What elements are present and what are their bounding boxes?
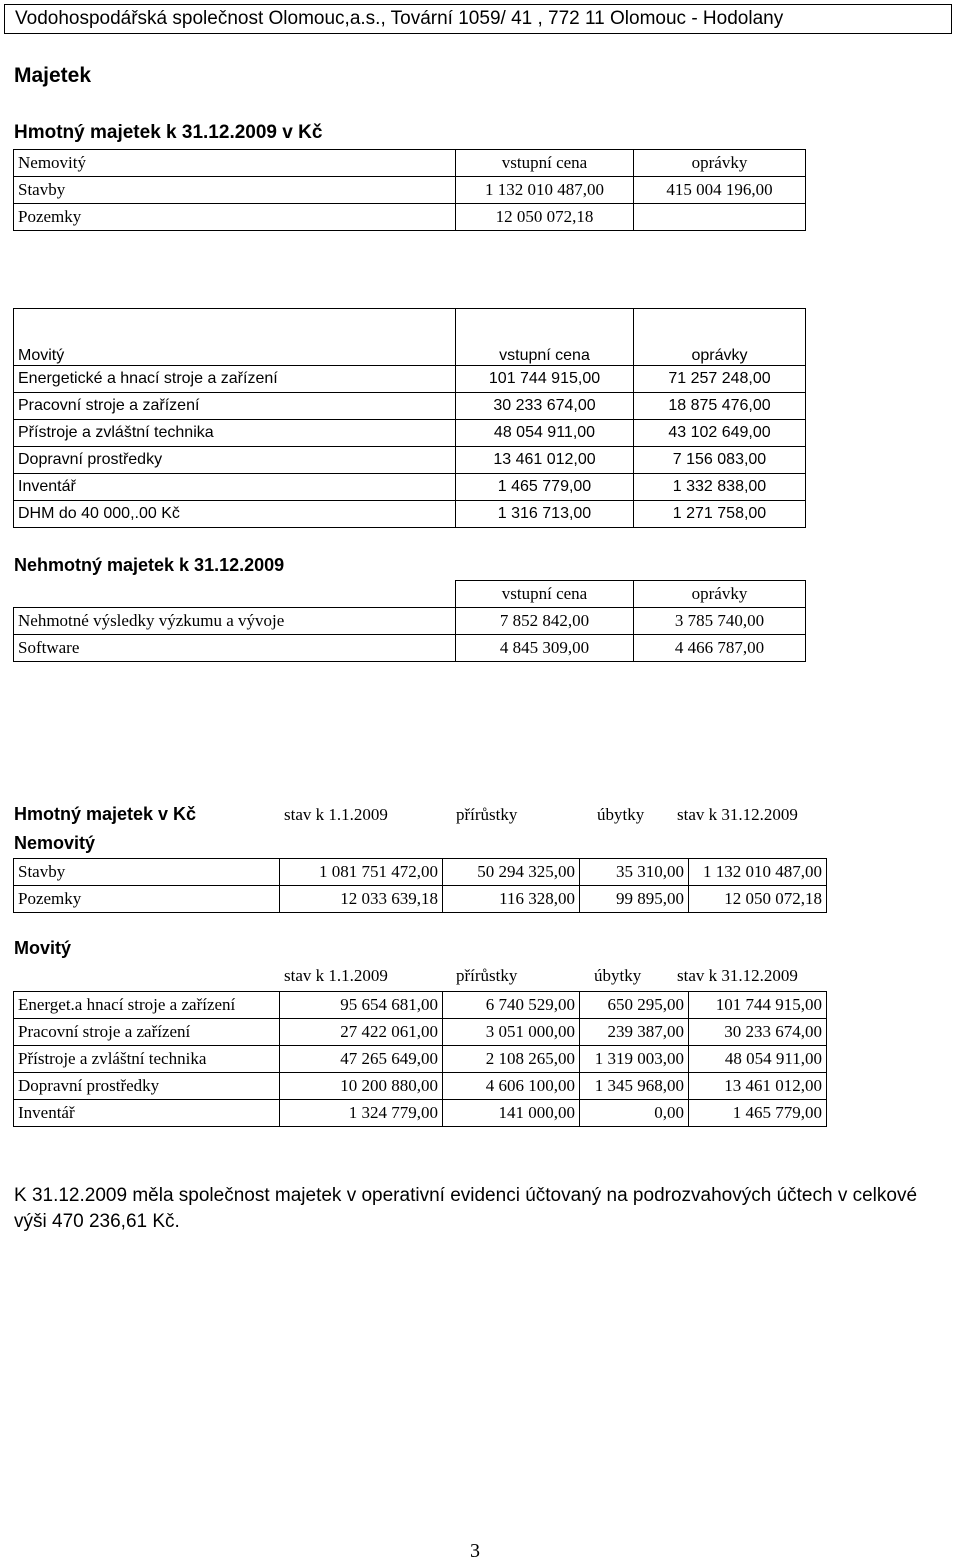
table-cell: 48 054 911,00 xyxy=(689,1046,827,1073)
table-row xyxy=(14,608,806,635)
table-cell: 47 265 649,00 xyxy=(280,1046,443,1073)
off-balance-note: K 31.12.2009 měla společnost majetek v operativní evidenci účtovaný na podrozvahových účtech v celkové výši 470 236,61 Kč. xyxy=(14,1185,918,1232)
table-cell: DHM do 40 000,.00 Kč xyxy=(14,501,456,528)
movable-table xyxy=(13,308,806,528)
table-cell: 35 310,00 xyxy=(580,859,689,886)
intangible-assets-title: Nehmotný majetek k 31.12.2009 xyxy=(14,555,285,575)
table-cell: vstupní cena xyxy=(456,309,634,366)
table-header-row xyxy=(14,150,806,177)
tangible-assets-title: Hmotný majetek k 31.12.2009 v Kč xyxy=(14,122,323,143)
table-cell: 10 200 880,00 xyxy=(280,1073,443,1100)
table-row xyxy=(14,1073,827,1100)
column-label: stav k 1.1.2009 xyxy=(284,805,388,824)
table-cell: Stavby xyxy=(14,177,456,204)
table-cell: 50 294 325,00 xyxy=(443,859,580,886)
table-cell: 4 845 309,00 xyxy=(456,635,634,662)
table-cell: 4 606 100,00 xyxy=(443,1073,580,1100)
table-row xyxy=(14,886,827,913)
table-row xyxy=(14,859,827,886)
intangible-table xyxy=(13,580,806,662)
table-cell: 1 316 713,00 xyxy=(456,501,634,528)
table-cell: 18 875 476,00 xyxy=(634,393,806,420)
table-cell: 95 654 681,00 xyxy=(280,992,443,1019)
table-cell: 1 465 779,00 xyxy=(456,474,634,501)
table-cell: 650 295,00 xyxy=(580,992,689,1019)
table-cell: 1 081 751 472,00 xyxy=(280,859,443,886)
table-cell: 1 271 758,00 xyxy=(634,501,806,528)
page-number: 3 xyxy=(470,1540,480,1562)
table-cell: vstupní cena xyxy=(456,150,634,177)
table-cell: 12 050 072,18 xyxy=(689,886,827,913)
table-row xyxy=(14,635,806,662)
table-cell: 7 852 842,00 xyxy=(456,608,634,635)
column-label: stav k 31.12.2009 xyxy=(677,966,798,985)
table-cell: Nemovitý xyxy=(14,150,456,177)
table-cell: 30 233 674,00 xyxy=(689,1019,827,1046)
immovable-table xyxy=(13,149,806,231)
table-cell: 30 233 674,00 xyxy=(456,393,634,420)
table-cell: 1 324 779,00 xyxy=(280,1100,443,1127)
table-cell: Přístroje a zvláštní technika xyxy=(14,1046,280,1073)
table-cell: 1 465 779,00 xyxy=(689,1100,827,1127)
table-row xyxy=(14,177,806,204)
movable-label: Movitý xyxy=(14,938,72,958)
table-header-row xyxy=(14,581,806,608)
table-cell: 1 345 968,00 xyxy=(580,1073,689,1100)
table-row xyxy=(14,474,806,501)
table-cell: Energetické a hnací stroje a zařízení xyxy=(14,366,456,393)
table-cell: 43 102 649,00 xyxy=(634,420,806,447)
table-cell xyxy=(14,581,456,608)
table-cell: 239 387,00 xyxy=(580,1019,689,1046)
table-cell: oprávky xyxy=(634,150,806,177)
movement-immovable-table xyxy=(13,858,827,913)
table-cell: 1 332 838,00 xyxy=(634,474,806,501)
table-cell: 13 461 012,00 xyxy=(456,447,634,474)
table-cell: Inventář xyxy=(14,1100,280,1127)
table-cell: 415 004 196,00 xyxy=(634,177,806,204)
table-cell: 7 156 083,00 xyxy=(634,447,806,474)
table-cell: 116 328,00 xyxy=(443,886,580,913)
table-cell: Pracovní stroje a zařízení xyxy=(14,393,456,420)
table-cell: Pozemky xyxy=(14,204,456,231)
table-cell: 6 740 529,00 xyxy=(443,992,580,1019)
table-row xyxy=(14,447,806,474)
movement-title: Hmotný majetek v Kč xyxy=(14,804,197,824)
table-row xyxy=(14,393,806,420)
column-label: stav k 31.12.2009 xyxy=(677,805,798,824)
table-cell: 13 461 012,00 xyxy=(689,1073,827,1100)
table-cell: 71 257 248,00 xyxy=(634,366,806,393)
table-cell: 12 033 639,18 xyxy=(280,886,443,913)
table-cell: 99 895,00 xyxy=(580,886,689,913)
table-row xyxy=(14,366,806,393)
table-cell: oprávky xyxy=(634,309,806,366)
column-label: přírůstky xyxy=(456,805,518,824)
table-cell: 4 466 787,00 xyxy=(634,635,806,662)
table-row xyxy=(14,1046,827,1073)
table-cell: 3 051 000,00 xyxy=(443,1019,580,1046)
table-row xyxy=(14,992,827,1019)
table-cell: oprávky xyxy=(634,581,806,608)
table-cell: 12 050 072,18 xyxy=(456,204,634,231)
table-cell: Dopravní prostředky xyxy=(14,447,456,474)
table-cell: 48 054 911,00 xyxy=(456,420,634,447)
table-cell: 1 132 010 487,00 xyxy=(456,177,634,204)
table-row xyxy=(14,204,806,231)
table-cell: Software xyxy=(14,635,456,662)
table-cell: 1 132 010 487,00 xyxy=(689,859,827,886)
table-cell: Dopravní prostředky xyxy=(14,1073,280,1100)
table-cell: 101 744 915,00 xyxy=(456,366,634,393)
column-label: přírůstky xyxy=(456,966,518,985)
table-cell: Stavby xyxy=(14,859,280,886)
table-cell: Pracovní stroje a zařízení xyxy=(14,1019,280,1046)
column-label: úbytky xyxy=(597,805,645,824)
table-cell: Nehmotné výsledky výzkumu a vývoje xyxy=(14,608,456,635)
table-cell: Inventář xyxy=(14,474,456,501)
table-cell: 141 000,00 xyxy=(443,1100,580,1127)
table-row xyxy=(14,1100,827,1127)
table-cell: vstupní cena xyxy=(456,581,634,608)
table-cell: 1 319 003,00 xyxy=(580,1046,689,1073)
table-cell: 27 422 061,00 xyxy=(280,1019,443,1046)
table-header-row xyxy=(14,309,806,366)
document-header: Vodohospodářská společnost Olomouc,a.s., Tovární 1059/ 41 , 772 11 Olomouc - Hodolany xyxy=(4,4,952,34)
table-cell: Přístroje a zvláštní technika xyxy=(14,420,456,447)
table-cell: Pozemky xyxy=(14,886,280,913)
table-cell: 101 744 915,00 xyxy=(689,992,827,1019)
column-label: úbytky xyxy=(594,966,642,985)
table-row xyxy=(14,420,806,447)
page-title: Majetek xyxy=(14,64,92,87)
table-cell: Energet.a hnací stroje a zařízení xyxy=(14,992,280,1019)
immovable-label: Nemovitý xyxy=(14,833,96,853)
table-row xyxy=(14,501,806,528)
table-cell: 3 785 740,00 xyxy=(634,608,806,635)
table-cell: 0,00 xyxy=(580,1100,689,1127)
movement-movable-table xyxy=(13,991,827,1127)
table-cell: 2 108 265,00 xyxy=(443,1046,580,1073)
table-cell xyxy=(634,204,806,231)
table-cell: Movitý xyxy=(14,309,456,366)
column-label: stav k 1.1.2009 xyxy=(284,966,388,985)
table-row xyxy=(14,1019,827,1046)
